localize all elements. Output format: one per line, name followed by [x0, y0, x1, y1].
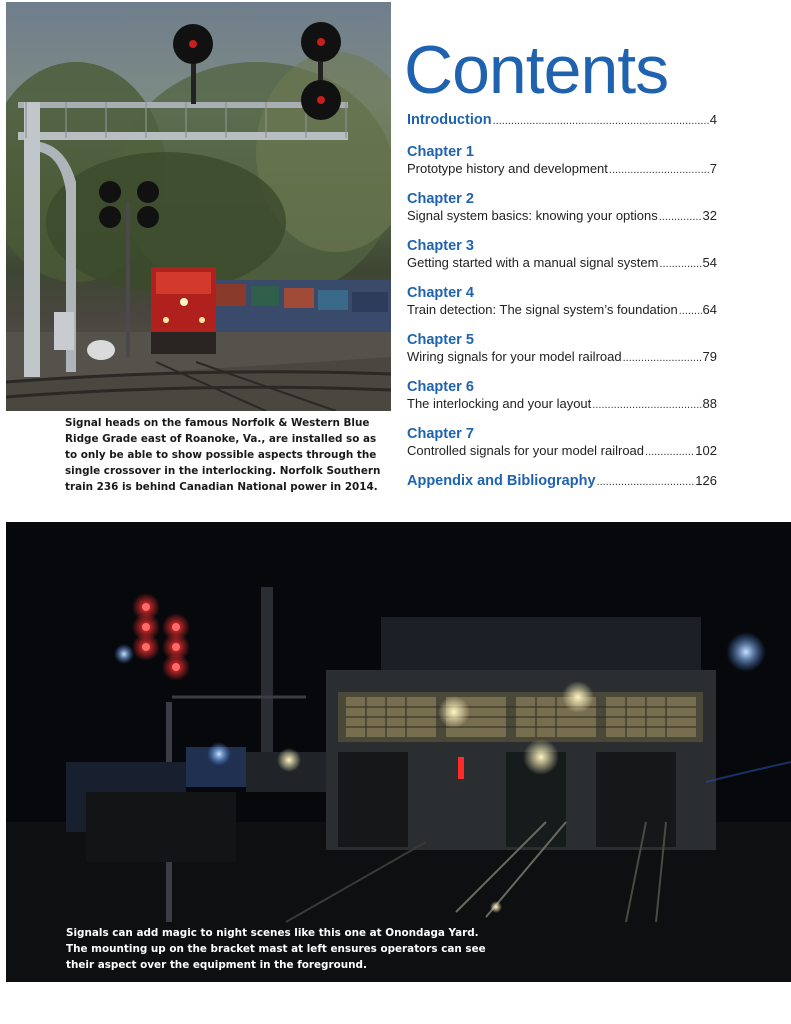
chapter-title: Wiring signals for your model railroad [407, 349, 622, 364]
toc-leader-dots [645, 446, 694, 458]
chapter-title: Prototype history and development [407, 161, 608, 176]
toc-introduction[interactable] [407, 112, 717, 132]
toc-leader-dots [609, 164, 709, 176]
chapter-heading: Chapter 7 [407, 426, 474, 442]
toc-page-number: 79 [702, 349, 717, 364]
toc-leader-dots [659, 258, 701, 270]
toc-chapter-1[interactable] [407, 143, 717, 179]
toc-chapter-5[interactable] [407, 331, 717, 367]
toc-page-number: 32 [702, 208, 717, 223]
chapter-heading: Chapter 5 [407, 332, 474, 348]
toc-leader-dots [659, 211, 702, 223]
toc-chapter-7[interactable] [407, 425, 717, 461]
chapter-heading: Chapter 2 [407, 191, 474, 207]
chapter-title: Controlled signals for your model railroad [407, 443, 645, 458]
chapter-entry [407, 396, 717, 414]
toc-page-number: 102 [695, 443, 717, 458]
night-yard-illustration [6, 522, 791, 982]
toc-chapter-2[interactable] [407, 190, 717, 226]
toc-leader-dots [679, 305, 702, 317]
toc-chapter-3[interactable] [407, 237, 717, 273]
chapter-entry [407, 255, 717, 273]
toc-leader-dots [597, 476, 695, 488]
chapter-entry [407, 208, 717, 226]
chapter-title: Train detection: The signal system’s foundation [407, 302, 678, 317]
chapter-entry [407, 161, 717, 179]
toc-page-number: 126 [695, 473, 717, 488]
chapter-title: Signal system basics: knowing your options [407, 208, 658, 223]
bottom-photo-caption: Signals can add magic to night scenes like this one at Onondaga Yard. The mounting up on the bracket mast at left ensures operators can see their aspect over the equipment in the foreground. [66, 927, 486, 971]
top-photo [6, 2, 391, 411]
toc-page-number: 4 [709, 112, 717, 127]
toc-appendix-label: Appendix and Bibliography [407, 473, 596, 489]
chapter-entry [407, 443, 717, 461]
chapter-heading: Chapter 3 [407, 238, 474, 254]
chapter-title: Getting started with a manual signal system [407, 255, 659, 270]
page-title: Contents [404, 32, 669, 108]
chapter-entry [407, 349, 717, 367]
chapter-heading: Chapter 4 [407, 285, 474, 301]
toc-page-number: 88 [702, 396, 717, 411]
chapter-title: The interlocking and your layout [407, 396, 592, 411]
chapter-heading: Chapter 1 [407, 144, 474, 160]
chapter-heading: Chapter 6 [407, 379, 474, 395]
table-of-contents [407, 112, 717, 493]
toc-leader-dots [623, 352, 702, 364]
toc-introduction-label: Introduction [407, 112, 492, 128]
toc-leader-dots [592, 399, 701, 411]
toc-chapter-4[interactable] [407, 284, 717, 320]
signal-bridge-illustration [6, 2, 391, 411]
toc-leader-dots [493, 115, 709, 127]
bottom-photo [6, 522, 791, 982]
toc-page-number: 64 [702, 302, 717, 317]
toc-page-number: 7 [709, 161, 717, 176]
toc-page-number: 54 [702, 255, 717, 270]
chapter-entry [407, 302, 717, 320]
toc-chapter-6[interactable] [407, 378, 717, 414]
toc-appendix[interactable] [407, 473, 717, 493]
top-photo-caption: Signal heads on the famous Norfolk & Western Blue Ridge Grade east of Roanoke, Va., are installed so as to only be able to show possible aspects through the single crossover in the interlocking. Norfolk Southern train 236 is behind Canadian National power in 2014. [65, 417, 381, 493]
